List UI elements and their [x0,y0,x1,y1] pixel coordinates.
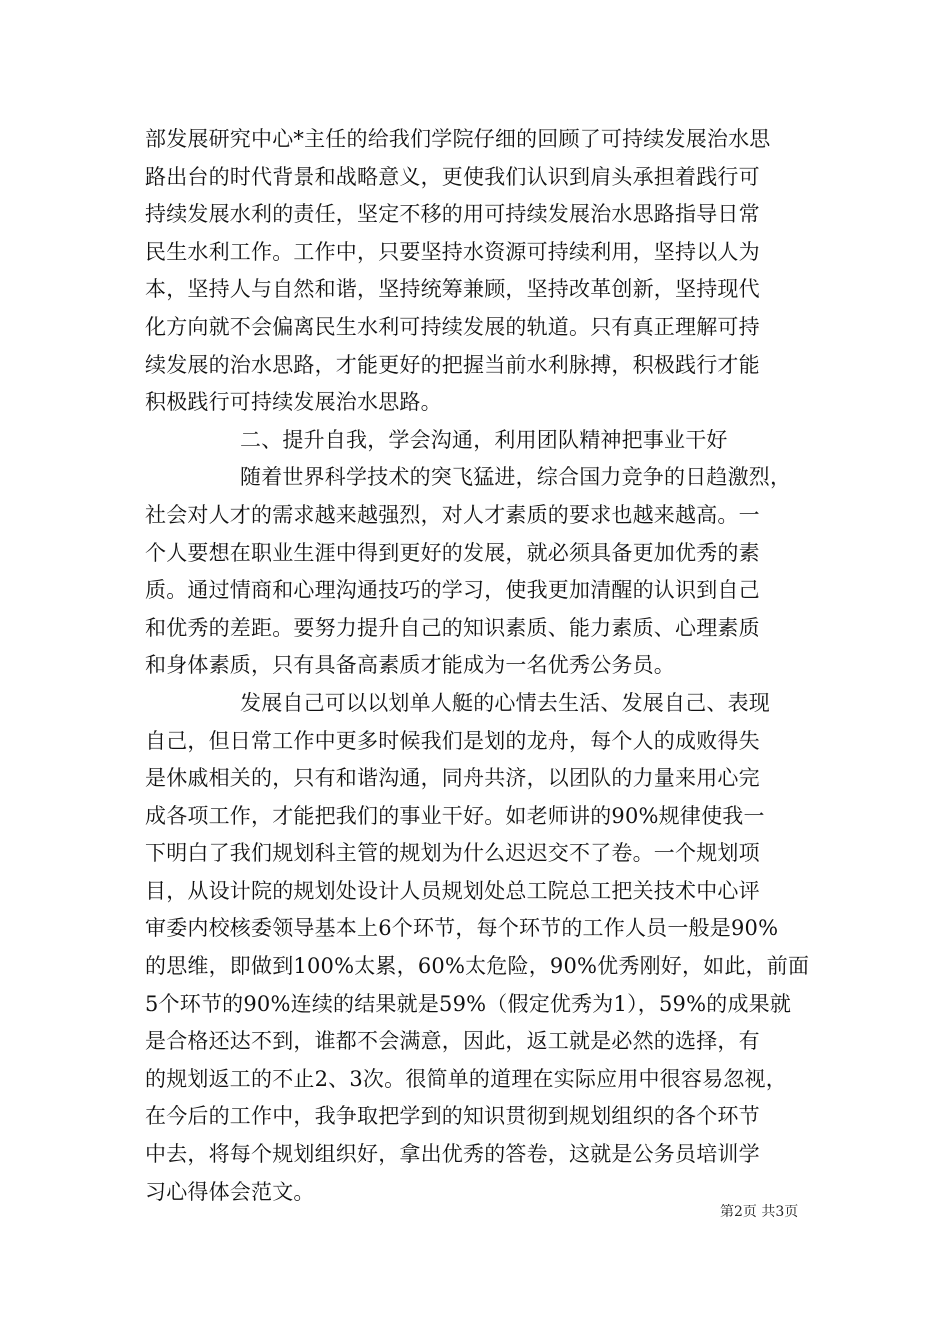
paragraph-line: 下明白了我们规划科主管的规划为什么迟迟交不了卷。一个规划项 [145,841,760,866]
paragraph-line: 路出台的时代背景和战略意义，更使我们认识到肩头承担着践行可 [145,164,760,189]
paragraph-line: 习心得体会范文。 [145,1179,315,1204]
paragraph-line: 在今后的工作中，我争取把学到的知识贯彻到规划组织的各个环节 [145,1104,760,1129]
paragraph-line: 民生水利工作。工作中，只要坚持水资源可持续利用，坚持以人为 [145,239,760,264]
paragraph-line: 成各项工作，才能把我们的事业干好。如老师讲的90%规律使我一 [145,803,765,828]
paragraph-line: 目，从设计院的规划处设计人员规划处总工院总工把关技术中心评 [145,878,760,903]
paragraph-line: 部发展研究中心*主任的给我们学院仔细的回顾了可持续发展治水思 [145,127,771,151]
page-number-footer: 第2页 共3页 [720,1204,799,1220]
paragraph-line: 和优秀的差距。要努力提升自己的知识素质、能力素质、心理素质 [145,615,760,640]
paragraph-line: 本，坚持人与自然和谐，坚持统筹兼顾，坚持改革创新，坚持现代 [145,277,760,302]
paragraph-line: 续发展的治水思路，才能更好的把握当前水利脉搏，积极践行才能 [145,352,760,377]
paragraph-line: 社会对人才的需求越来越强烈，对人才素质的要求也越来越高。一 [145,502,760,527]
paragraph-line: 持续发展水利的责任，坚定不移的用可持续发展治水思路指导日常 [145,202,760,227]
document-body [145,121,821,1211]
paragraph-line: 的规划返工的不止2、3次。很简单的道理在实际应用中很容易忽视， [145,1066,787,1091]
paragraph-line: 个人要想在职业生涯中得到更好的发展，就必须具备更加优秀的素 [145,540,760,565]
paragraph-line: 是合格还达不到，谁都不会满意，因此，返工就是必然的选择，有 [145,1029,760,1054]
paragraph-line: 积极践行可持续发展治水思路。 [145,390,442,415]
paragraph-line: 发展自己可以以划单人艇的心情去生活、发展自己、表现 [240,690,770,715]
paragraph-line: 中去，将每个规划组织好，拿出优秀的答卷，这就是公务员培训学 [145,1142,760,1167]
paragraph-line: 的思维，即做到100%太累，60%太危险，90%优秀刚好，如此，前面 [145,954,810,979]
paragraph-line: 质。通过情商和心理沟通技巧的学习，使我更加清醒的认识到自己 [145,578,760,603]
section-heading: 二、提升自我，学会沟通，利用团队精神把事业干好 [240,427,728,452]
paragraph-line: 审委内校核委领导基本上6个环节，每个环节的工作人员一般是90% [145,916,779,941]
paragraph-line: 随着世界科学技术的突飞猛进，综合国力竞争的日趋激烈， [240,465,792,490]
paragraph-line: 和身体素质，只有具备高素质才能成为一名优秀公务员。 [145,653,675,678]
paragraph-line: 自己，但日常工作中更多时候我们是划的龙舟，每个人的成败得失 [145,728,760,753]
paragraph-line: 化方向就不会偏离民生水利可持续发展的轨道。只有真正理解可持 [145,314,760,339]
paragraph-line: 是休戚相关的，只有和谐沟通，同舟共济，以团队的力量来用心完 [145,766,760,791]
paragraph-line: 5个环节的90%连续的结果就是59%（假定优秀为1），59%的成果就 [145,991,792,1016]
